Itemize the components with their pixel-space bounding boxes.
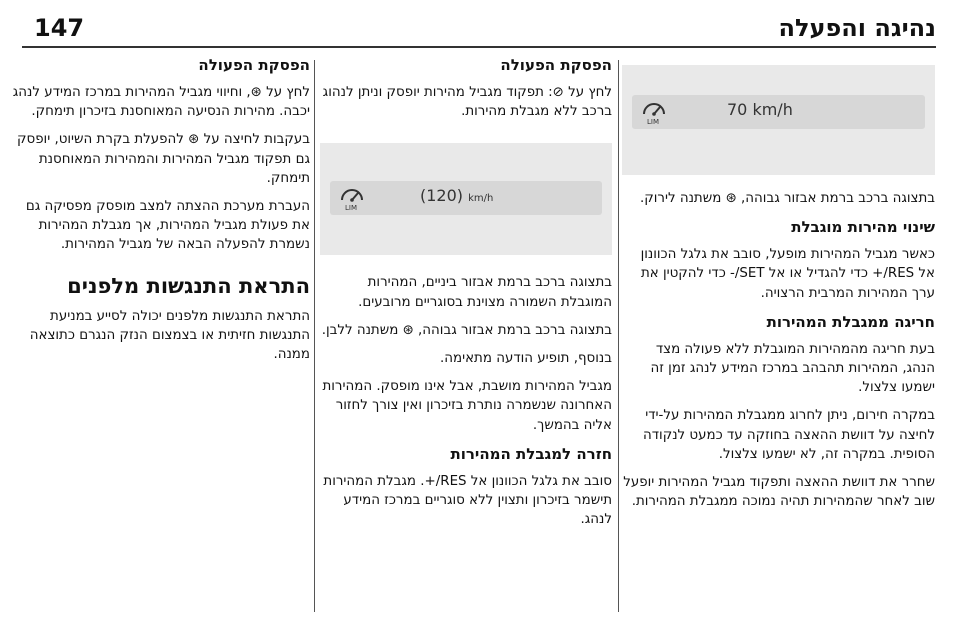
display-panel	[632, 95, 925, 129]
paragraph: בתצוגה ברכב ברמת אבזור גבוהה, ⊛ משתנה ללבן.	[321, 322, 612, 338]
column-left	[8, 55, 310, 612]
section-heading: התראת התנגשות מלפנים	[67, 273, 310, 298]
display-screenshot	[320, 143, 612, 255]
paragraph: מגביל המהירות מושבת, אבל אינו מופסק. המהירות האחרונה שנשמרה נותרת בזיכרון ואין צורך לחזור אליה בהמשך.	[322, 379, 612, 433]
section-title: חריגה ממגבלת המהירות	[766, 312, 935, 331]
speed-value: (120)	[420, 186, 464, 206]
page-number: 147	[34, 14, 85, 42]
paragraph: התראת התנגשות מלפנים יכולה לסייע במניעת התנגשות חזיתית או בצמצום הנזק הנגרם כתוצאה ממנה.	[29, 308, 310, 363]
column-divider	[314, 60, 315, 612]
column-middle	[320, 55, 612, 612]
paragraph: לחץ על ⊛, וחיווי מגביל המהירות במרכז המידע לנהג יכבה. מהירות הנסיעה המאוחסנת בזיכרון תימחק.	[12, 85, 310, 120]
speed-limiter-icon	[638, 98, 678, 126]
display-panel	[330, 181, 602, 215]
section-title: הפסקת הפעולה	[198, 56, 310, 74]
paragraph: סובב את גלגל הכוונון אל RES/+. מגבלת המהירות תישמר בזיכרון ותצוין ללא סוגריים במרכז המידע לנהג.	[323, 473, 612, 528]
paragraph: בנוסף, תופיע הודעה מתאימה.	[440, 351, 612, 367]
paragraph: בתצוגה ברכב ברמת אבזור ביניים, המהירות המוגבלת השמורה מצוינת בסוגריים מרובעים.	[358, 275, 612, 310]
paragraph: בעת חריגה מהמהירות המוגבלת ללא פעולה מצד הנהג, המהירות תהבהב במרכז המידע לנהג זמן זה ישמעו צלצול.	[650, 341, 935, 396]
paragraph: בתצוגה ברכב ברמת אבזור גבוהה, ⊛ משתנה לירוק.	[640, 191, 935, 206]
display-screenshot	[622, 65, 935, 175]
speed-readout	[420, 186, 493, 205]
svg-text:LIM: LIM	[647, 118, 660, 126]
speed-readout: 70 km/h	[727, 100, 793, 119]
chapter-title: נהיגה והפעלה	[778, 14, 936, 42]
column-divider	[618, 60, 619, 612]
paragraph: שחרר את דוושת ההאצה ותפקוד מגביל המהירות יופעל שוב לאחר שהמהירות תהיה נמוכה ממגבלת המהירות.	[623, 475, 935, 510]
section-title: שינוי מהירות מוגבלת	[791, 218, 935, 237]
paragraph: לחץ על ⊘: תפקוד מגביל מהירות יופסק וניתן לנהוג ברכב ללא מגבלת מהירות.	[322, 85, 612, 120]
section-title: הפסקת הפעולה	[500, 56, 612, 74]
paragraph: כאשר מגביל המהירות מופעל, סובב את גלגל הכוונון אל RES/+ כדי להגדיל או אל SET/- כדי להקטין את ערך המהירות המרבית הרצויה.	[640, 247, 935, 301]
paragraph: בעקבות לחיצה על ⊛ להפעלת בקרת השיוט, יופסק גם תפקוד מגביל המהירות והמהירות המאוחסנת תימחק.	[17, 132, 310, 186]
speed-limiter-icon	[336, 184, 376, 212]
page-header	[22, 6, 936, 48]
speed-unit: km/h	[468, 193, 494, 205]
column-right	[622, 55, 935, 612]
section-title: חזרה למגבלת המהירות	[450, 444, 612, 463]
paragraph: העברת מערכת ההצתה למצב מופסק מפסיקה גם את פעולת מגביל המהירות, אך מגבלת המהירות נשמרת להפעלה הבאה של מגביל המהירות.	[25, 199, 310, 253]
paragraph: במקרה חירום, ניתן לחרוג ממגבלת המהירות על-ידי לחיצה על דוושת ההאצה בחוזקה עד כמעט לנקודה הסופית. במקרה זה, לא ישמעו צלצול.	[642, 408, 935, 462]
svg-text:LIM: LIM	[345, 204, 358, 213]
